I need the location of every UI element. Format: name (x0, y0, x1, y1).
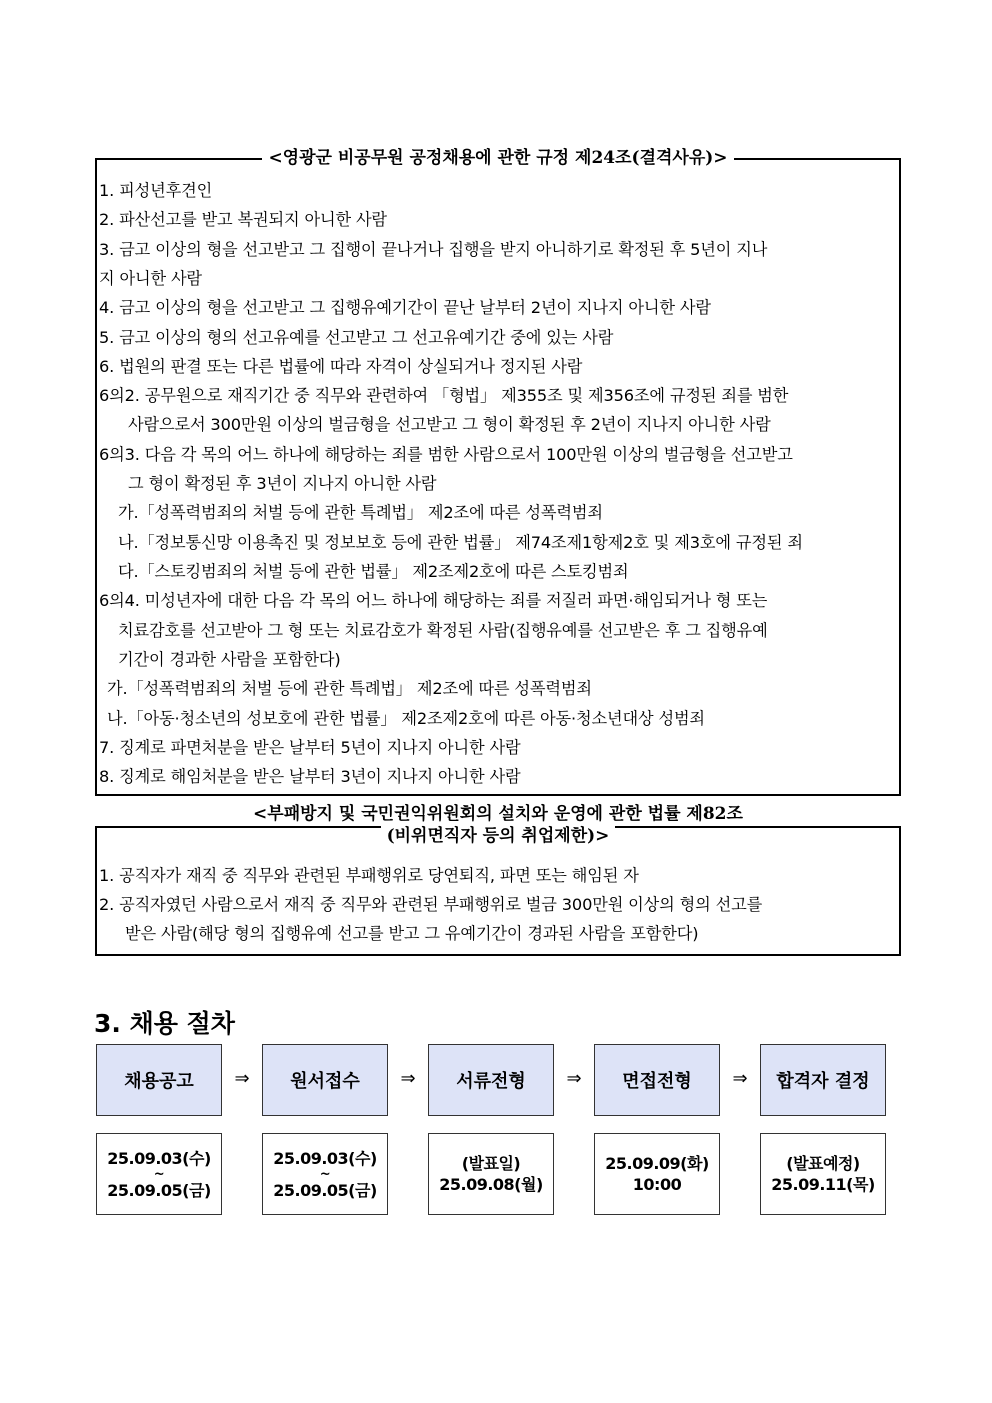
disqualification-title (97, 147, 899, 169)
date-recruitment-notice (96, 1133, 222, 1215)
date-label: (발표일) (461, 1154, 521, 1173)
list-item: 7. 징계로 파면처분을 받은 날부터 5년이 지나지 아니한 사람 (99, 738, 521, 757)
list-item: 2. 공직자였던 사람으로서 재직 중 직무와 관련된 부패행위로 벌금 300만원 이상의 형의 선고를 (99, 895, 763, 914)
date-label: (발표예정) (786, 1154, 860, 1173)
list-item: 6의4. 미성년자에 대한 다음 각 목의 어느 하나에 해당하는 죄를 저질러 파면·해임되거나 형 또는 (99, 591, 768, 610)
date-start: 25.09.03(수) (273, 1148, 377, 1168)
list-item: 6의3. 다음 각 목의 어느 하나에 해당하는 죄를 범한 사람으로서 100만원 이상의 벌금형을 선고받고 (99, 445, 793, 464)
date-tilde: ~ (153, 1166, 165, 1182)
list-item: 1. 공직자가 재직 중 직무와 관련된 부패행위로 당연퇴직, 파면 또는 해임된 자 (99, 866, 639, 885)
date-document-screening (428, 1133, 554, 1215)
time-value: 10:00 (632, 1175, 682, 1194)
step-document-screening: 서류전형 (428, 1044, 554, 1116)
date-end: 25.09.05(금) (273, 1180, 377, 1200)
date-value: 25.09.11(목) (771, 1175, 875, 1194)
employment-restriction-box (95, 804, 901, 956)
date-application (262, 1133, 388, 1215)
list-item: 6. 법원의 판결 또는 다른 법률에 따라 자격이 상실되거나 정지된 사람 (99, 357, 583, 376)
list-item: 6의2. 공무원으로 재직기간 중 직무와 관련하여 「형법」 제355조 및 제356조에 규정된 죄를 범한 (99, 386, 789, 405)
arrow-icon: ⇒ (234, 1068, 250, 1089)
list-item: 4. 금고 이상의 형을 선고받고 그 집행유예기간이 끝난 날부터 2년이 지나지 아니한 사람 (99, 298, 711, 317)
arrow-icon: ⇒ (400, 1068, 416, 1089)
list-item: 3. 금고 이상의 형을 선고받고 그 집행이 끝나거나 집행을 받지 아니하기로 확정된 후 5년이 지나 (99, 240, 768, 259)
date-final-decision (760, 1133, 886, 1215)
disqualification-box (95, 148, 901, 796)
date-start: 25.09.03(수) (107, 1148, 211, 1168)
employment-restriction-title-line1: <부패방지 및 국민권익위원회의 설치와 운영에 관한 법률 제82조 (247, 804, 749, 824)
arrow-icon: ⇒ (566, 1068, 582, 1089)
step-final-decision: 합격자 결정 (760, 1044, 886, 1116)
list-item: 사람으로서 300만원 이상의 벌금형을 선고받고 그 형이 확정된 후 2년이 지나지 아니한 사람 (128, 415, 771, 434)
procedure-title: 3. 채용 절차 (94, 1009, 235, 1038)
list-item: 나.「정보통신망 이용촉진 및 정보보호 등에 관한 법률」 제74조제1항제2호 및 제3호에 규정된 죄 (118, 533, 803, 552)
list-item: 가.「성폭력범죄의 처벌 등에 관한 특례법」 제2조에 따른 성폭력범죄 (118, 503, 603, 522)
step-recruitment-notice: 채용공고 (96, 1044, 222, 1116)
list-item: 다.「스토킹범죄의 처벌 등에 관한 법률」 제2조제2호에 따른 스토킹범죄 (118, 562, 629, 581)
disqualification-title-text: <영광군 비공무원 공정채용에 관한 규정 제24조(결격사유)> (262, 148, 733, 168)
list-item: 가.「성폭력범죄의 처벌 등에 관한 특례법」 제2조에 따른 성폭력범죄 (107, 679, 592, 698)
list-item: 5. 금고 이상의 형의 선고유예를 선고받고 그 선고유예기간 중에 있는 사람 (99, 328, 614, 347)
date-end: 25.09.05(금) (107, 1180, 211, 1200)
date-tilde: ~ (319, 1166, 331, 1182)
date-value: 25.09.09(화) (605, 1154, 709, 1173)
step-interview: 면접전형 (594, 1044, 720, 1116)
list-item: 치료감호를 선고받아 그 형 또는 치료감호가 확정된 사람(집행유예를 선고받은 후 그 집행유예 (118, 621, 768, 640)
date-value: 25.09.08(월) (439, 1175, 543, 1194)
list-item: 기간이 경과한 사람을 포함한다) (118, 650, 341, 669)
arrow-icon: ⇒ (732, 1068, 748, 1089)
step-application: 원서접수 (262, 1044, 388, 1116)
employment-restriction-title (97, 803, 899, 847)
list-item: 나.「아동·청소년의 성보호에 관한 법률」 제2조제2호에 따른 아동·청소년대상 성범죄 (107, 709, 705, 728)
list-item: 그 형이 확정된 후 3년이 지나지 아니한 사람 (128, 474, 437, 493)
list-item: 1. 피성년후견인 (99, 181, 213, 200)
list-item: 지 아니한 사람 (99, 269, 202, 288)
list-item: 8. 징계로 해임처분을 받은 날부터 3년이 지나지 아니한 사람 (99, 767, 521, 786)
employment-restriction-title-line2: (비위면직자 등의 취업제한)> (381, 826, 616, 846)
list-item: 받은 사람(해당 형의 집행유예 선고를 받고 그 유예기간이 경과된 사람을 포함한다) (125, 924, 699, 943)
date-interview (594, 1133, 720, 1215)
list-item: 2. 파산선고를 받고 복권되지 아니한 사람 (99, 210, 387, 229)
